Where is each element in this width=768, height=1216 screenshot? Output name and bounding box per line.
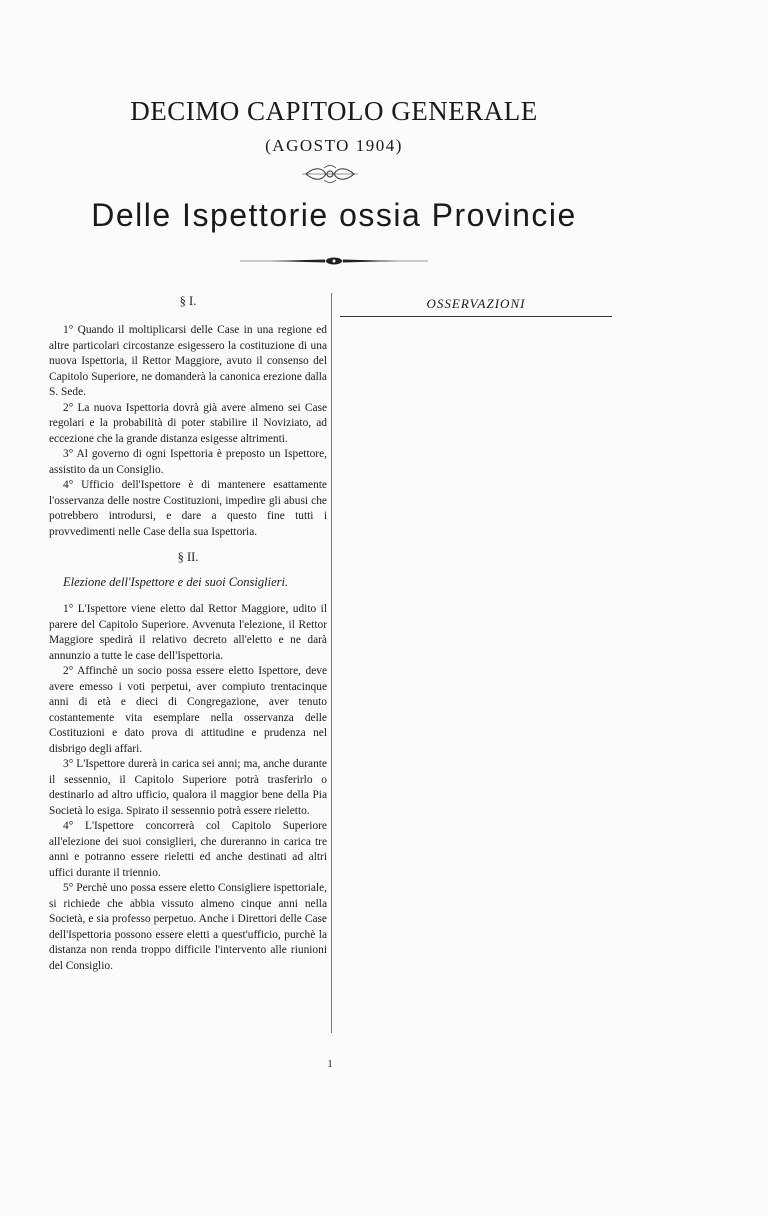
subsection-heading: Elezione dell'Ispettore e dei suoi Consiglieri.	[63, 575, 289, 589]
paragraph: 1° Quando il moltiplicarsi delle Case in una regione ed altre particolari circostanze esigessero la costituzione di una nuova Ispettoria, il Rettor Maggiore, avuto il consenso del Capitolo Superiore, ne domanderà la canonica erezione dalla S. Sede.	[49, 324, 327, 398]
section-title: Delle Ispettorie ossia Provincie	[91, 197, 577, 233]
paragraph: 4° Ufficio dell'Ispettore è di mantenere esattamente l'osservanza delle nostre Costituzioni, impedire gli abusi che potrebbero introdursi, e dare a questo fine tutti i provvedimenti nelle Case della sua Ispettoria.	[49, 479, 327, 538]
section-heading: § II.	[177, 550, 199, 564]
paragraph: 1° L'Ispettore viene eletto dal Rettor Maggiore, udito il parere del Capitolo Superiore. Avvenuta l'elezione, il Rettor Maggiore spedirà il relativo decreto all'eletto e ne darà annunzio a tutte le case dell'Ispettoria.	[49, 603, 327, 662]
paragraph: 3° Al governo di ogni Ispettoria è preposto un Ispettore, assistito da un Consiglio.	[49, 448, 327, 476]
chapter-date: (AGOSTO 1904)	[265, 136, 403, 155]
section-heading: § I.	[179, 294, 197, 308]
fleuron-ornament	[302, 163, 358, 185]
main-text-column	[49, 292, 327, 974]
paragraph: 2° Affinchè un socio possa essere eletto Ispettore, deve avere emesso i voti perpetui, aver compiuto trentacinque anni di età e dieci di Congregazione, aver tenuto costantemente vita esemplare nella osservanza delle Costituzioni e dato prova di attitudine e prudenza nel disbrigo degli affari.	[49, 665, 327, 755]
paragraph: 4° L'Ispettore concorrerà col Capitolo Superiore all'elezione dei suoi consiglieri, che dureranno in carica tre anni e potranno essere rieletti ed anche destinati ad altri uffici durante il triennio.	[49, 820, 327, 879]
observations-column	[340, 296, 612, 317]
paragraph: 2° La nuova Ispettoria dovrà già avere almeno sei Case regolari e la probabilità di poter stabilire il Noviziato, ad eccezione che la grande distanza esigesse altrimenti.	[49, 401, 327, 445]
column-divider	[331, 293, 332, 1033]
page-number: 1	[327, 1058, 333, 1070]
decorative-rule	[240, 255, 428, 267]
chapter-title: DECIMO CAPITOLO GENERALE	[130, 96, 538, 126]
observations-heading: OSSERVAZIONI	[340, 296, 612, 317]
paragraph: 5° Perchè uno possa essere eletto Consigliere ispettoriale, si richiede che abbia vissuto almeno cinque anni nella Società, e sia professo perpetuo. Anche i Direttori delle Case dell'Ispettoria possono essere eletti a quest'ufficio, purchè la distanza non renda troppo difficile l'intervento alle riunioni del Consiglio.	[49, 882, 327, 972]
paragraph: 3° L'Ispettore durerà in carica sei anni; ma, anche durante il sessennio, il Capitolo Superiore potrà trasferirlo o destinarlo ad altro ufficio, qualora il maggior bene della Pia Società lo esiga. Spirato il sessennio potrà essere rieletto.	[49, 758, 327, 817]
